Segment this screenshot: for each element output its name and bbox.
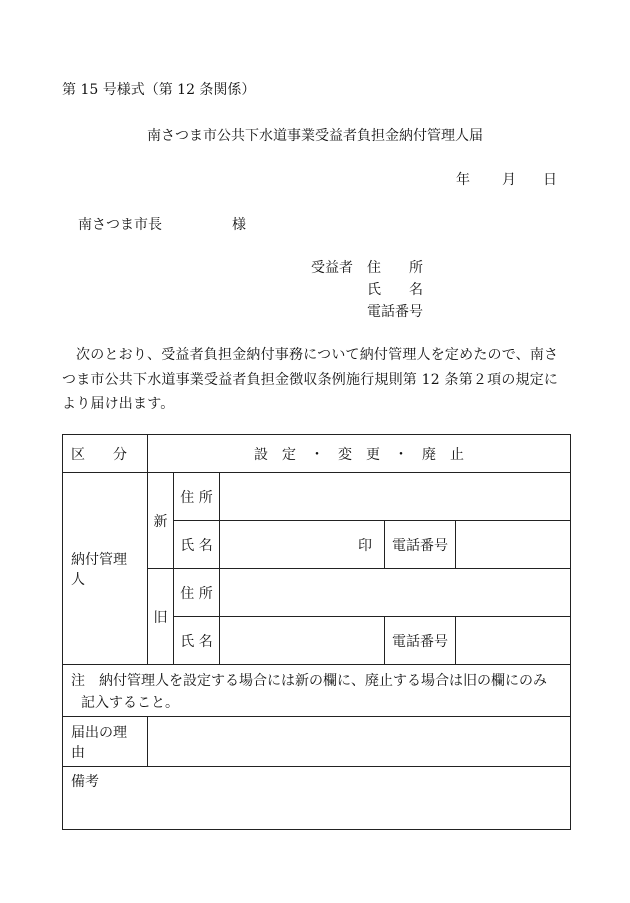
applicant-address-label: 住 所	[367, 260, 423, 276]
form-number: 第 15 号様式（第 12 条関係）	[62, 82, 256, 98]
remarks-field[interactable]	[63, 767, 571, 830]
applicant-name-label: 氏 名	[367, 282, 423, 298]
addressee-honorific: 様	[232, 217, 246, 233]
old-phone-label: 電話番号	[385, 617, 456, 665]
new-address-label: 住 所	[174, 473, 220, 521]
body-paragraph: 次のとおり、受益者負担金納付事務について納付管理人を定めたので、南さつま市公共下水道事業受益者負担金徴収条例施行規則第 12 条第２項の規定により届け出ます。	[62, 347, 559, 412]
new-address-row	[63, 473, 571, 521]
note-line-1: 注 納付管理人を設定する場合には新の欄に、廃止する場合は旧の欄にのみ	[71, 672, 547, 689]
seal-mark: 印	[358, 537, 372, 554]
manager-label: 納付管理人	[63, 473, 148, 665]
old-phone-field[interactable]	[456, 617, 571, 665]
document-title: 南さつま市公共下水道事業受益者負担金納付管理人届	[147, 128, 483, 144]
note-cell	[63, 665, 571, 717]
date-day: 日	[543, 172, 557, 188]
category-options[interactable]: 設 定 ・ 変 更 ・ 廃 止	[148, 435, 571, 473]
new-phone-label: 電話番号	[385, 521, 456, 569]
new-label: 新	[148, 473, 174, 569]
old-name-label: 氏 名	[174, 617, 220, 665]
new-name-label: 氏 名	[174, 521, 220, 569]
reason-field[interactable]	[148, 717, 571, 767]
new-address-field[interactable]	[220, 473, 571, 521]
old-label: 旧	[148, 569, 174, 665]
date-year: 年	[456, 172, 470, 188]
applicant-role: 受益者	[311, 260, 353, 276]
old-name-field[interactable]	[220, 617, 385, 665]
note-row	[63, 665, 571, 717]
form-table	[62, 434, 571, 830]
reason-row	[63, 717, 571, 767]
remarks-row	[63, 767, 571, 830]
remarks-label: 備考	[71, 774, 99, 790]
new-name-field[interactable]	[220, 521, 385, 569]
old-address-label: 住 所	[174, 569, 220, 617]
date-month: 月	[502, 172, 516, 188]
new-phone-field[interactable]	[456, 521, 571, 569]
category-row	[63, 435, 571, 473]
old-address-field[interactable]	[220, 569, 571, 617]
reason-label: 届出の理由	[63, 717, 148, 767]
applicant-phone-label: 電話番号	[367, 304, 423, 320]
note-line-2: 記入すること。	[81, 694, 179, 711]
category-label: 区 分	[63, 435, 148, 473]
addressee-name: 南さつま市長	[78, 217, 162, 233]
